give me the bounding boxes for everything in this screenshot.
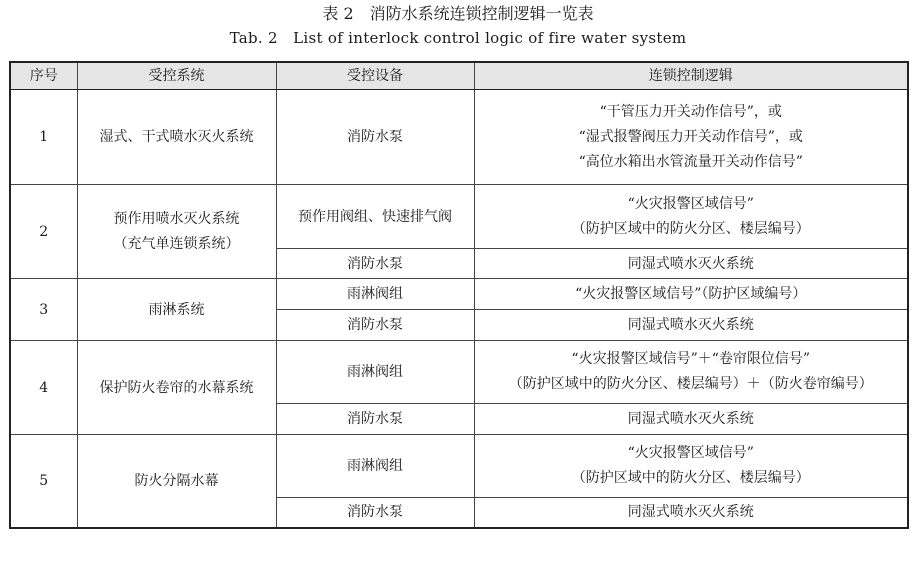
controlled-device-cell: 消防水泵 — [276, 498, 474, 528]
controlled-device-cell: 消防水泵 — [276, 249, 474, 279]
logic-line: （防护区域中的防火分区、楼层编号） — [571, 470, 810, 486]
logic-line: “高位水箱出水管流量开关动作信号” — [578, 153, 803, 170]
logic-line: “火灾报警区域信号” — [627, 445, 754, 461]
controlled-system-cell: 保护防火卷帘的水幕系统 — [77, 341, 276, 435]
header-interlock-logic: 连锁控制逻辑 — [474, 62, 908, 90]
serial-number-cell: 2 — [10, 185, 77, 279]
interlock-logic-cell — [474, 435, 908, 498]
table-row — [10, 341, 908, 404]
table-row — [10, 435, 908, 498]
interlock-logic-cell: 同湿式喷水灭火系统 — [474, 498, 908, 528]
logic-line: （防护区域中的防火分区、楼层编号） — [571, 220, 810, 237]
header-controlled-system: 受控系统 — [77, 62, 276, 90]
controlled-system-cell: 防火分隔水幕 — [77, 435, 276, 528]
serial-number-cell: 4 — [10, 341, 77, 435]
controlled-system-cell: 湿式、干式喷水灭火系统 — [77, 90, 276, 185]
interlock-logic-cell — [474, 90, 908, 185]
header-serial-number: 序号 — [10, 62, 77, 90]
table-row — [10, 279, 908, 310]
interlock-logic-cell — [474, 341, 908, 404]
serial-number-cell: 3 — [10, 279, 77, 341]
controlled-device-cell: 消防水泵 — [276, 404, 474, 435]
interlock-logic-cell: 同湿式喷水灭火系统 — [474, 404, 908, 435]
table-caption-chinese: 表 2 消防水系统连锁控制逻辑一览表 — [322, 4, 594, 23]
serial-number-cell: 1 — [10, 90, 77, 185]
controlled-device-cell: 消防水泵 — [276, 310, 474, 341]
table-caption-english: Tab. 2 List of interlock control logic of fire water system — [229, 29, 687, 47]
logic-line: （防护区域中的防火分区、楼层编号）＋（防火卷帘编号） — [508, 376, 873, 392]
controlled-system-cell: 雨淋系统 — [77, 279, 276, 341]
controlled-device-cell: 雨淋阀组 — [276, 341, 474, 404]
controlled-device-cell: 预作用阀组、快速排气阀 — [276, 185, 474, 249]
controlled-device-cell: 消防水泵 — [276, 90, 474, 185]
serial-number-cell: 5 — [10, 435, 77, 528]
controlled-device-cell: 雨淋阀组 — [276, 279, 474, 310]
system-line: 预作用喷水灭火系统 — [113, 210, 240, 227]
interlock-control-table — [9, 61, 909, 529]
controlled-device-cell: 雨淋阀组 — [276, 435, 474, 498]
interlock-logic-cell — [474, 185, 908, 249]
interlock-logic-cell: “火灾报警区域信号”（防护区域编号） — [474, 279, 908, 310]
interlock-logic-cell: 同湿式喷水灭火系统 — [474, 310, 908, 341]
logic-line: “火灾报警区域信号” — [627, 195, 754, 212]
table-row — [10, 185, 908, 249]
system-line: （充气单连锁系统） — [113, 235, 240, 252]
logic-line: “火灾报警区域信号”＋“卷帘限位信号” — [571, 351, 811, 367]
controlled-system-cell — [77, 185, 276, 279]
header-controlled-device: 受控设备 — [276, 62, 474, 90]
logic-line: “干管压力开关动作信号”，或 — [599, 103, 782, 120]
table-row — [10, 90, 908, 185]
logic-line: “湿式报警阀压力开关动作信号”，或 — [578, 128, 803, 145]
table-header-row — [10, 62, 908, 90]
interlock-logic-cell: 同湿式喷水灭火系统 — [474, 249, 908, 279]
